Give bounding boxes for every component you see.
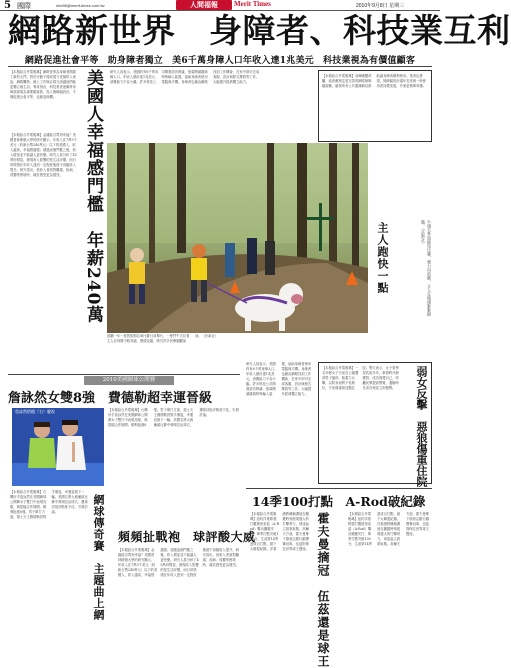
tennis-body-lower: 【本報綜合外電報導】台灣好手詹詠然在美國網球公開賽女子雙打中表現亮眼，與搭檔合作無間，順利挺進8強。男子單打方面，瑞士天王費德勒因對手傷退，幸運晉級下一輪。美國名將大威廉絲比賽中頻頻拉扯球衣，遭球評批評態度不佳，引發討論。 [10,490,88,519]
arod-vertical-title: 霍夫曼摘冠 伍茲還是球王 [316,512,330,668]
tennis-body-bottom: 【本報綜合外電報導】金錢能否買到幸福？美國普林斯頓大學的研究顯示，年收入在7萬5千美元（約新台幣240萬元）以下的美國人，收入越高，幸福感越強；超過這個門檻之後，收入增加並不能讓人更快樂。研究人員分析了45萬份問卷，發現收入影響的是生活評價，而日常情緒在年收入達到一定程度後便不再隨收入提升。研究指出，低收入者面對離婚、疾病、孤獨等困境時，痛苦感受更為強烈。 [118,548,239,577]
article-body-main: 【本報綜合外電報導】金錢能否買到幸福？美國普林斯頓大學的研究顯示，年收入在7萬5千美元（約新台幣240萬元）以下的美國人，收入越高，幸福感越強；超過這個門檻之後，收入增加並不能讓人更快樂。研究人員分析了45萬份問卷，發現收入影響的是生活評價，而日常情緒在年收入達到一定程度後便不再隨收入提升。研究指出，低收入者面對離婚、疾病、孤獨等困境時，痛苦感受更為強烈。 [10,133,77,177]
sidebar-box-mid [318,362,432,487]
tennis-players-photo [12,408,104,486]
page-headline: 網路新世界 身障者、科技業互利 [8,11,511,50]
newspaper-name-en: Merit Times [234,0,271,8]
tennis-vertical-title: 網球傳奇賽 主題曲上網 [92,494,105,621]
arod-body-left: 【本報綜合外電報導】紐約洋基隊強打羅德里奎茲（A-Rod）擊出關鍵安打，單季打點突破100分，生涯第14季達成百打點，創下大聯盟紀錄。洋基總教練稱讚他在關鍵時刻展現強大的打擊實力，球迷起立鼓掌致敬。高爾夫方面，霍夫曼奪下德意志銀行錦標賽冠軍，伍茲則保住世界球王寶座。 [250,512,309,551]
masthead-bar [0,0,440,11]
article-body-center-top: 研究人員表示，美國約有6千萬身障人口，年收入總計達1兆美元，消費能力不容小覷。許多科技公司開發語音辨識、螢幕閱讀器與特殊輸入裝置，協助身障者使用電腦與手機。身障者也藉由網路找到工作機會，在家中即可完成客服、設計與程式撰寫等工作，大幅提升經濟獨立能力。 [110,70,260,84]
article-body-left-top: 【本報綜合外電報導】網路世界為身障者開啟了新的大門。對於行動不便或視力受損的人來說，網路購物、線上工作與社群交流讓他們能更獨立地生活。專家指出，科技業者逐漸將身障族群視為重要顧客群，投入無障礙設計，不僅促進社會平等，也創造商機。 [10,70,76,99]
divider [8,374,240,375]
story-title-block [80,69,107,324]
story-title: 美國人幸福感門檻 年薪240萬 [83,69,103,324]
photo-caption: 波蘭一年一度的狗狗拉車比賽日前舉行，一隻鬥牛犬拉著主人在林間小路奔跑，模樣逗趣，吸引許多民眾圍觀加油。（法新社） [107,334,219,343]
tennis-body: 【本報綜合外電報導】台灣好手詹詠然在美國網球公開賽女子雙打中表現亮眼，與搭檔合作無間，順利挺進8強。男子單打方面，瑞士天王費德勒因對手傷退，幸運晉級下一輪。美國名將大威廉絲比賽中頻頻拉扯球衣，遭球評批評態度不佳，引發討論。 [108,408,239,427]
divider [246,488,432,489]
photo-label: 詹詠然搭檔（右）慶祝 [15,409,55,414]
article-body-center-mid: 研究人員表示，美國約有6千萬身障人口，年收入總計達1兆美元，消費能力不容小覷。許多科技公司開發語音辨識、螢幕閱讀器與特殊輸入裝置，協助身障者使用電腦與手機。身障者也藉由網路找到工作機會，在家中即可完成客服、設計與程式撰寫等工作，大幅提升經濟獨立能力。 [246,362,312,396]
divider [8,66,432,67]
photo-title: 主人跑快一點 [376,222,389,294]
tennis-photo [12,408,104,486]
dog-race-photo [107,143,368,333]
arod-headline: 14季100打點 A-Rod破紀錄 [252,494,426,509]
tennis-headline: 詹詠然女雙8強 費德勒超幸運晉級 [8,391,213,406]
feature-photo [107,143,368,333]
section-label: 國際 [17,3,31,10]
sidebar-title: 弱女反擊 惡狼傷重住院 [415,366,428,487]
tennis-subheadline: 頻頻扯戰袍 球評酸大威 [118,530,256,544]
newspaper-logo: 人間福報 [176,0,232,10]
masthead-url[interactable]: mtx58@merit-times.com.tw [56,3,105,8]
sidebar-body: 【本報綜合外電報導】一名年輕女子日前在公園遭到男子搶劫，她奮力反擊，以防身術將歹徒制伏，歹徒傷重被送醫住院。警方表示，女子曾學習武術多年，事發時冷靜應對，成功保護自己，呼籲民眾提高警覺，遇險時先求自保並立即報警。 [322,366,399,390]
sidebar-box-top [318,70,432,142]
arod-body-right: 【本報綜合外電報導】紐約洋基隊強打羅德里奎茲（A-Rod）擊出關鍵安打，單季打點突破100分，生涯第14季達成百打點，創下大聯盟紀錄。洋基總教練稱讚他在關鍵時刻展現強大的打擊實力，球迷起立鼓掌致敬。高爾夫方面，霍夫曼奪下德意志銀行錦標賽冠軍，伍茲則保住世界球王寶座。 [348,512,430,546]
issue-date: 2010年9月8日 星期三 [356,3,405,9]
section-banner: 2010美國網球公開賽 [84,376,174,385]
page-subheadline: 網路促進社會平等 助身障者獨立 美6千萬身障人口年收入達1兆美元 科技業視為有價值顧客 [24,56,416,66]
photo-side-caption: 牛頭犬參加拖曳比賽，賣力向前衝，主人在後頭緊緊跟隨。（法新社） [421,220,432,316]
page-number: 5 [4,0,11,11]
article-body-right-top: 【本報綜合外電報導】身障團體呼籲，政府應制定更完善的網路無障礙規範，確保所有公共服務網站都能讓身障者順利使用。業者也發現，無障礙設計讓年長者與一般使用者同樣受惠，介面更簡單易懂。 [322,74,426,88]
